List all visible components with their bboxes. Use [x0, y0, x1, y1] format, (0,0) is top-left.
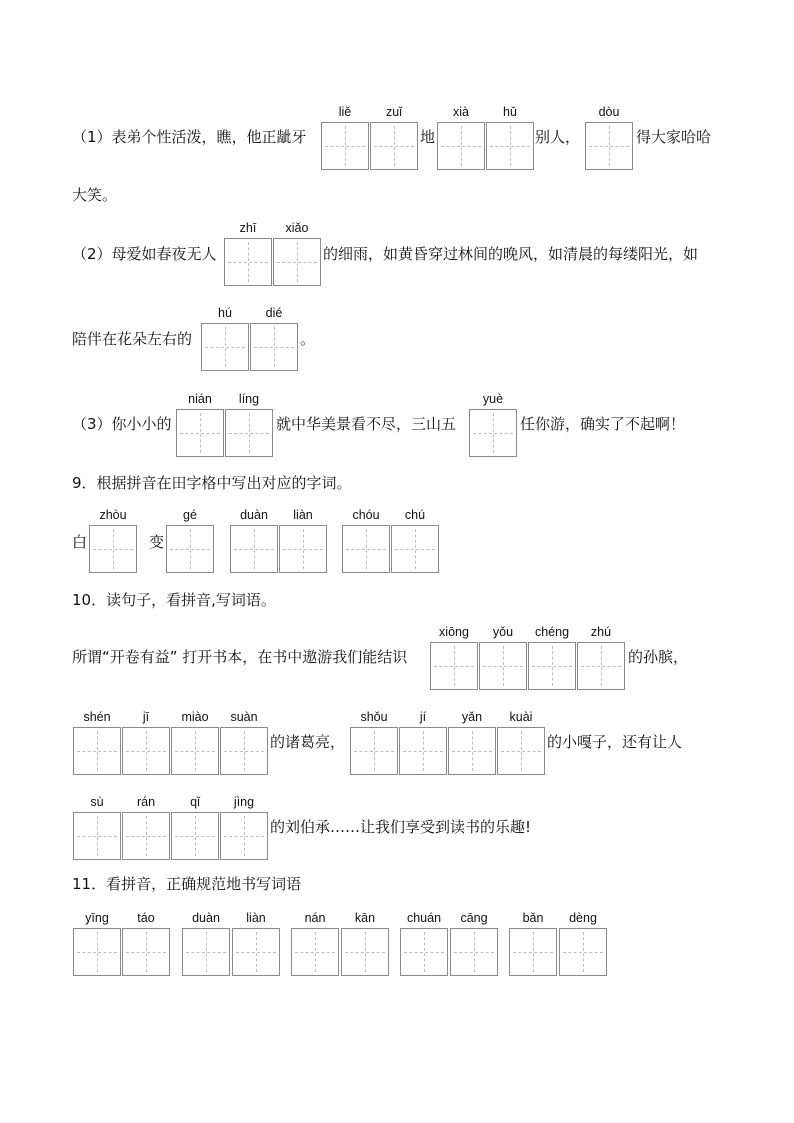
tian-grid-box[interactable] — [437, 122, 485, 170]
pinyin-miao: miào — [181, 710, 209, 724]
tian-grid-box[interactable] — [273, 238, 321, 286]
pinyin-nan: nán — [304, 911, 326, 925]
tian-grid-box[interactable] — [486, 122, 534, 170]
tian-grid-box[interactable] — [73, 928, 121, 976]
pinyin-zui: zuǐ — [386, 105, 402, 119]
tian-grid-box[interactable] — [232, 928, 280, 976]
tian-grid-box[interactable] — [171, 727, 219, 775]
tian-grid-box[interactable] — [122, 928, 170, 976]
pinyin-ran: rán — [136, 795, 156, 809]
tian-grid-box[interactable] — [224, 238, 272, 286]
q8-s2-text-b: 的细雨，如黄昏穿过林间的晚风，如清晨的每缕阳光，如 — [323, 245, 699, 263]
pinyin-shou: shǒu — [360, 710, 388, 724]
tian-grid-box[interactable] — [171, 812, 219, 860]
tian-grid-box[interactable] — [350, 727, 398, 775]
tian-grid-box[interactable] — [430, 642, 478, 690]
pinyin-tao: táo — [137, 911, 155, 925]
tian-grid-box[interactable] — [577, 642, 625, 690]
tian-grid-box[interactable] — [497, 727, 545, 775]
q8-s2-text-d: 。 — [300, 330, 316, 348]
q8-s1-text-c: 别人， — [535, 128, 581, 146]
tian-grid-box[interactable] — [176, 409, 224, 457]
tian-grid-box[interactable] — [220, 727, 268, 775]
pinyin-ling: líng — [238, 392, 260, 406]
pinyin-yue: yuè — [482, 392, 504, 406]
q9-title: 9．根据拼音在田字格中写出对应的字词。 — [72, 474, 352, 492]
tian-grid-box[interactable] — [448, 727, 496, 775]
tian-grid-box[interactable] — [585, 122, 633, 170]
tian-grid-box[interactable] — [321, 122, 369, 170]
pinyin-chuan: chuán — [406, 911, 442, 925]
tian-grid-box[interactable] — [201, 323, 249, 371]
pinyin-lian2: liàn — [246, 911, 266, 925]
pinyin-zhou: zhòu — [99, 508, 127, 522]
pinyin-qi: qǐ — [190, 795, 200, 809]
pinyin-xia: xià — [453, 105, 469, 119]
q10-text-b: 的孙膑， — [628, 648, 689, 666]
pinyin-lian: liàn — [293, 508, 313, 522]
q10-text-a: 所谓“开卷有益” 打开书本，在书中遨游我们能结识 — [72, 648, 408, 666]
tian-grid-box[interactable] — [89, 525, 137, 573]
tian-grid-box[interactable] — [122, 727, 170, 775]
q8-s3-text-a: （3）你小小的 — [72, 415, 172, 433]
q10-text-e: 的刘伯承……让我们享受到读书的乐趣! — [270, 818, 532, 836]
pinyin-you: yǒu — [492, 625, 514, 639]
pinyin-nian: nián — [188, 392, 212, 406]
pinyin-chou: chóu — [352, 508, 380, 522]
pinyin-lie: liě — [338, 105, 352, 119]
q8-s1-text-d: 得大家哈哈 — [636, 128, 712, 146]
q8-s1-text-b: 地 — [420, 128, 436, 146]
q8-s2-text-c: 陪伴在花朵左右的 — [72, 330, 193, 348]
pinyin-deng: dèng — [569, 911, 597, 925]
q8-s3-text-b: 就中华美景看不尽，三山五 — [276, 415, 457, 433]
tian-grid-box[interactable] — [370, 122, 418, 170]
tian-grid-box[interactable] — [166, 525, 214, 573]
pinyin-ying: yīng — [85, 911, 109, 925]
pinyin-suan: suàn — [230, 710, 258, 724]
tian-grid-box[interactable] — [391, 525, 439, 573]
tian-grid-box[interactable] — [509, 928, 557, 976]
pinyin-ji2: jí — [419, 710, 427, 724]
tian-grid-box[interactable] — [250, 323, 298, 371]
q8-s1-text-a: （1）表弟个性活泼，瞧，他正龇牙 — [72, 128, 307, 146]
pinyin-shen: shén — [83, 710, 111, 724]
pinyin-die: dié — [265, 306, 283, 320]
tian-grid-box[interactable] — [73, 727, 121, 775]
q8-s3-text-c: 任你游，确实了不起啊！ — [520, 415, 686, 433]
pinyin-xiong: xiōng — [439, 625, 469, 639]
tian-grid-box[interactable] — [450, 928, 498, 976]
q8-s2-text-a: （2）母爱如春夜无人 — [72, 245, 217, 263]
tian-grid-box[interactable] — [182, 928, 230, 976]
tian-grid-box[interactable] — [122, 812, 170, 860]
pinyin-su: sù — [90, 795, 104, 809]
tian-grid-box[interactable] — [469, 409, 517, 457]
q9-char-bai: 白 — [72, 533, 88, 551]
q11-title: 11．看拼音，正确规范地书写词语 — [72, 875, 302, 893]
pinyin-zhu: zhú — [590, 625, 612, 639]
q10-text-c: 的诸葛亮， — [270, 733, 346, 751]
q8-s1-text-e: 大笑。 — [72, 186, 118, 204]
pinyin-dou: dòu — [598, 105, 620, 119]
pinyin-duan: duàn — [240, 508, 268, 522]
pinyin-ji: jī — [142, 710, 150, 724]
tian-grid-box[interactable] — [220, 812, 268, 860]
q10-text-d: 的小嘎子，还有让人 — [547, 733, 683, 751]
pinyin-xiao: xiǎo — [285, 221, 309, 235]
tian-grid-box[interactable] — [341, 928, 389, 976]
pinyin-chu: chú — [404, 508, 426, 522]
pinyin-duan2: duàn — [192, 911, 220, 925]
tian-grid-box[interactable] — [279, 525, 327, 573]
pinyin-ge: gé — [183, 508, 197, 522]
tian-grid-box[interactable] — [230, 525, 278, 573]
pinyin-kan: kān — [354, 911, 376, 925]
tian-grid-box[interactable] — [291, 928, 339, 976]
pinyin-yan: yǎn — [461, 710, 483, 724]
tian-grid-box[interactable] — [342, 525, 390, 573]
tian-grid-box[interactable] — [399, 727, 447, 775]
pinyin-cheng: chéng — [534, 625, 570, 639]
pinyin-zhi: zhī — [239, 221, 257, 235]
tian-grid-box[interactable] — [528, 642, 576, 690]
pinyin-ban: bǎn — [522, 911, 544, 925]
pinyin-hu: hǔ — [503, 105, 517, 119]
q9-char-bian: 变 — [149, 533, 165, 551]
tian-grid-box[interactable] — [400, 928, 448, 976]
pinyin-kuai: kuài — [509, 710, 533, 724]
tian-grid-box[interactable] — [559, 928, 607, 976]
pinyin-cang: cāng — [460, 911, 488, 925]
tian-grid-box[interactable] — [225, 409, 273, 457]
q10-title: 10．读句子，看拼音,写词语。 — [72, 591, 276, 609]
pinyin-jing: jìng — [233, 795, 255, 809]
pinyin-hu2: hú — [218, 306, 232, 320]
tian-grid-box[interactable] — [73, 812, 121, 860]
tian-grid-box[interactable] — [479, 642, 527, 690]
